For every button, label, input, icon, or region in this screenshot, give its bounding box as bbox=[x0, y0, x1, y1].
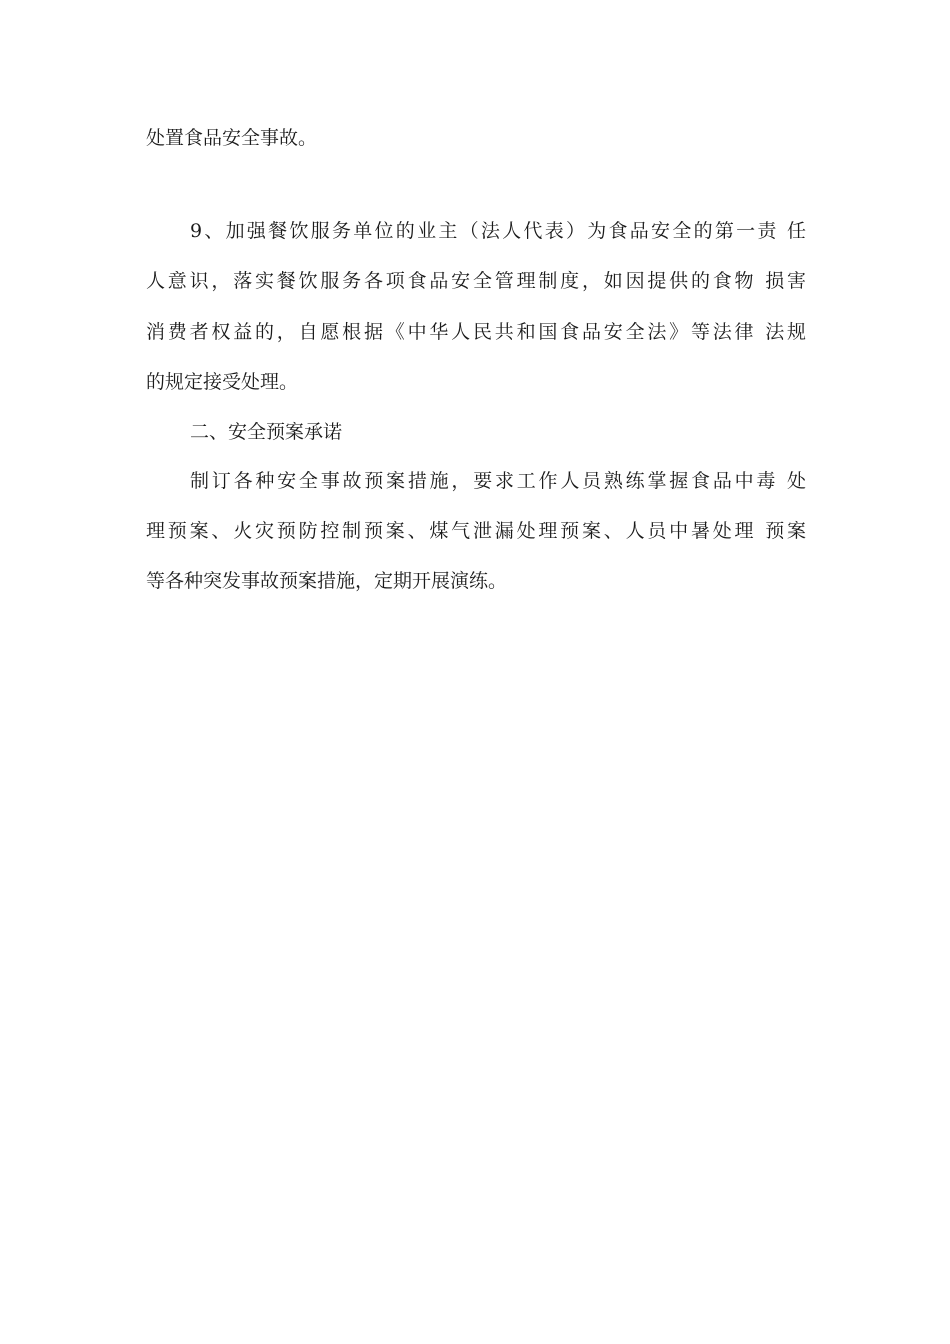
paragraph-line: 9、加强餐饮服务单位的业主（法人代表）为食品安全的第一责 任 bbox=[190, 220, 806, 242]
paragraph-line: 制订各种安全事故预案措施，要求工作人员熟练掌握食品中毒 处 bbox=[190, 470, 806, 492]
paragraph-line: 消费者权益的，自愿根据《中华人民共和国食品安全法》等法律 法规 bbox=[146, 321, 806, 343]
paragraph-line: 等各种突发事故预案措施，定期开展演练。 bbox=[146, 570, 508, 592]
paragraph-line: 理预案、火灾预防控制预案、煤气泄漏处理预案、人员中暑处理 预案 bbox=[146, 520, 806, 542]
section-heading: 二、安全预案承诺 bbox=[190, 421, 343, 443]
paragraph-line: 处置食品安全事故。 bbox=[146, 127, 318, 149]
paragraph-line: 的规定接受处理。 bbox=[146, 371, 299, 393]
paragraph-line: 人意识，落实餐饮服务各项食品安全管理制度，如因提供的食物 损害 bbox=[146, 270, 806, 292]
